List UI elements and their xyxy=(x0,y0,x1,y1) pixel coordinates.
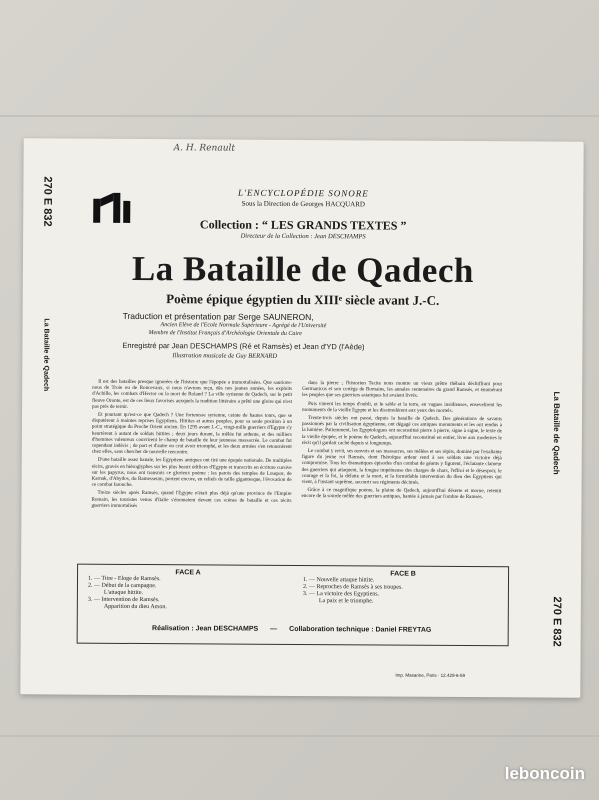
track: 2. — Reproches de Ramsès à ses troupes. xyxy=(302,584,403,591)
liner-notes xyxy=(91,379,502,557)
face-b-title: FACE B xyxy=(390,570,416,578)
liner-notes-left-column xyxy=(91,379,292,555)
liner-notes-right-column xyxy=(301,380,502,556)
main-title: La Bataille de Qadech xyxy=(131,248,475,291)
track: La paix et le triomphe. xyxy=(318,598,374,605)
subtitle: Poème épique égyptien du XIIIᵉ siècle avant J.-C. xyxy=(166,291,440,308)
separator: — xyxy=(270,625,278,633)
leboncoin-watermark: leboncoin xyxy=(504,764,585,783)
catalog-number-bottom-right: 270 E 832 xyxy=(550,596,563,647)
track: Apparition du dieu Amon. xyxy=(103,603,167,611)
track: L'attaque hittite. xyxy=(103,589,144,597)
paragraph: dans la pierre ; l'historien Tacite nous montre un vieux prêtre thébain déchiffrant pour Germanicus et son cortège de Romains, les annales centenaires du grand Ramsès, et énumérant les peuples que ses guerriers asiatiques lui avaient livrés. xyxy=(302,380,503,400)
technical-credit: Collaboration technique : Daniel FREYTAG xyxy=(289,625,432,634)
track: 1. — Nouvelle attaque hittite. xyxy=(302,577,375,584)
track: 1. — Titre - Eloge de Ramsès. xyxy=(87,575,161,583)
collection-director: Directeur de la Collection : Jean DESCHAMPS xyxy=(240,232,366,241)
paragraph: Treize siècles après Ramsès, quand l'Egypte n'était plus déjà qu'une province de l'Empire Romain, les touristes venus d'Italie s'étonnaient devant ces scènes de bataille et ces récits guerriers immortalisés xyxy=(91,490,292,509)
realisation-credit: Réalisation : Jean DESCHAMPS xyxy=(152,625,259,633)
face-a xyxy=(88,569,288,612)
spine-title-left: La Bataille de Qadech xyxy=(42,318,50,392)
record-sleeve-back xyxy=(20,138,583,697)
series-name: L'ENCYCLOPÉDIE SONORE xyxy=(238,187,369,199)
paragraph: Trente-trois siècles ont passé, depuis la bataille de Qadech. Des générations de savants passionnés par la civilisation égyptienne, ont dégagé ces antiques monuments et les ont rendus à la lumière. Patiemment, les Egyptologues ont reconstitué pierre à pierre, signe à signe, le texte de la vieille épopée, et le poème de Qadech, aujourd'hui reconstitué en entier, livre aux modernes le récit qu'il gardait caché depuis si longtemps. xyxy=(301,415,503,447)
track: 3. — Intervention de Ramsès. xyxy=(87,596,160,604)
spine-title-right: La Bataille de Qadech xyxy=(551,391,562,475)
board-seam xyxy=(0,115,599,117)
translation-credit: Traduction et présentation par Serge SAUNERON, xyxy=(122,310,314,323)
paragraph: Grâce à ce magnifique poème, la plaine de Qadech, aujourd'hui déserte et morne, retentit encore de la sourde mêlée des guerriers antiques, hantée à jamais par l'ombre de Ramsès. xyxy=(301,487,502,501)
paragraph: Puis vinrent les temps d'oubli, et le sable et la terre, en vagues insidieuses, ensevelirent les monuments de la vieille Egypte et les dissimulèrent aux yeux des mortels. xyxy=(302,400,503,414)
board-seam xyxy=(0,735,599,737)
handwritten-note: A. H. Renault xyxy=(173,143,236,154)
series-direction: Sous la Direction de Georges HACQUARD xyxy=(241,199,365,209)
collection-title: Collection : “ LES GRANDS TEXTES ” xyxy=(199,217,407,233)
track: 2. — Début de la campagne. xyxy=(87,582,157,590)
paragraph: Le combat y revit, ses renvois et ses massacres, ses mêlées et ses répits, dominé par l'exaltante figure du jeune roi Ramsès, dont l'héroïque ardeur rend à ses soldats une victoire déjà compromise. Tous les dramatiques épisodes d'un combat de géants y figurent, l'éclatante clameur des guerriers qui attaquent, la fougue impétueuse des charges de chars, l'effroi et le désespoir, le courage et la foi, la défaite et la mort, et la formidable intervention du dieu des Egyptiens qui vient, à l'instant suprême, secourir ses régiments décimés. xyxy=(301,448,502,486)
translator-title-2: Membre de l'Institut Français d'Archéologie Orientale du Caire xyxy=(148,330,302,337)
face-a-title: FACE A xyxy=(175,569,201,577)
recording-credit: Enregistré par Jean DESCHAMPS (Ré et Ramsès) et Jean d'YD (l'Aède) xyxy=(122,340,365,352)
paragraph: Il est des batailles presque ignorées de l'histoire que l'épopée a immortalisées. Que saurions-nous de Troie ou de Roncevaux, si nous n'avions reçu, dès nos jeunes années, les exploits d'Achille, les combats d'Hector ou la mort de Roland ? La ville syrienne de Qadech, sur le petit fleuve Oronte, est de ces lieux favorisés auxquels la tradition littéraire a prêté une gloire qui n'est pas près de ternir. xyxy=(92,378,293,410)
paragraph: Et pourtant qu'est-ce que Qadech ? Une forteresse syrienne, ceinte de hautes tours, que se disputèrent à maintes reprises Egyptiens, Hittites et autres peuples, pour sa seule position à un point stratégique du Proche Orient ancien. En 1295 avant J.-C., vingt-mille guerriers d'Egypte s'y heurtèrent à autant de soldats hittites ; deux jours durant, la mêlée fut ardente, et des milliers d'hommes valeureux couvrirent le champ de bataille de leur jeunesse massacrée. Le combat fut cependant indécis ; de part et d'autre on crut avoir triomphé, et les deux armées s'en retournèrent chez elles, sans chercher de nouvelle rencontre. xyxy=(91,411,293,456)
music-credit: Illustration musicale de Guy BERNARD xyxy=(172,352,278,360)
catalog-number-top-left: 270 E 832 xyxy=(41,176,54,227)
paragraph: D'une bataille assez banale, les Egyptiens antiques ont tiré une épopée nationale. De multiples récits, gravés en hiéroglyphes sur les plus beaux édifices d'Egypte et transcrits en écriture cursive sur les papyrus, nous ont transmis ce glorieux poème : les parois des temples de Louqsor, de Karnak, d'Abydos, du Ramesseum, portent encore, en reliefs de taille gigantesque, l'évocation de ce combat farouche. xyxy=(91,457,292,489)
printer-line: Imp. Masarine, Paris · 12.429-6-59 xyxy=(395,672,465,679)
translator-title-1: Ancien Elève de l'Ecole Normale Supérieure - Agrégé de l'Université xyxy=(160,322,327,330)
track: 3. — La victoire des Egyptiens. xyxy=(302,591,380,598)
face-b xyxy=(303,570,503,606)
